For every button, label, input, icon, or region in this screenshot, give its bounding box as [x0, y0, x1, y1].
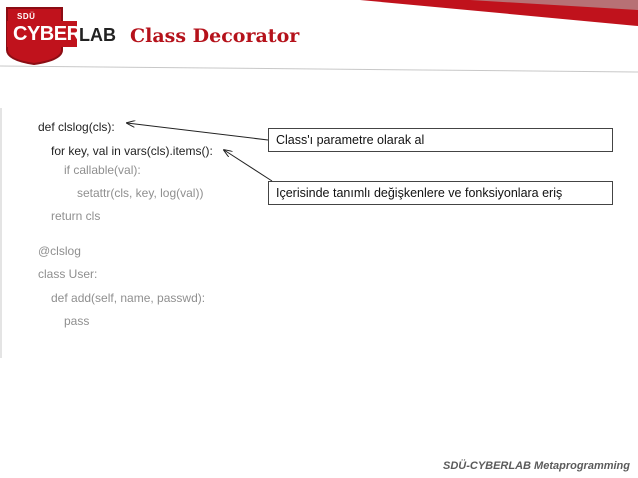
logo-lab-text: LAB — [79, 25, 116, 45]
cyberlab-logo — [4, 4, 114, 66]
arrow-to-def-line — [127, 123, 268, 140]
left-margin-rule — [0, 108, 2, 358]
header-divider — [0, 66, 638, 72]
annotation-box-class-param: Class'ı parametre olarak al — [268, 128, 613, 152]
slide-title: Class Decorator — [130, 25, 300, 47]
annotation-box-access-members: Içerisinde tanımlı değişkenlere ve fonksiyonlara eriş — [268, 181, 613, 205]
code-line-def-add: def add(self, name, passwd): — [51, 291, 206, 305]
footer-text: SDÜ-CYBERLAB Metaprogramming — [442, 460, 630, 472]
code-line-setattr: setattr(cls, key, log(val)) — [77, 186, 204, 200]
logo-sdu-text: SDÜ — [17, 12, 36, 21]
code-line-return: return cls — [51, 209, 101, 223]
code-line-pass: pass — [64, 314, 90, 328]
code-line-def-clslog: def clslog(cls): — [38, 120, 115, 134]
code-line-decorator: @clslog — [38, 244, 81, 258]
code-line-class-user: class User: — [38, 267, 98, 281]
code-line-if-callable: if callable(val): — [64, 163, 141, 177]
arrow-to-for-line — [224, 150, 272, 181]
code-line-for-loop: for key, val in vars(cls).items(): — [51, 144, 213, 158]
logo-cyber-text: CYBER — [13, 23, 81, 45]
